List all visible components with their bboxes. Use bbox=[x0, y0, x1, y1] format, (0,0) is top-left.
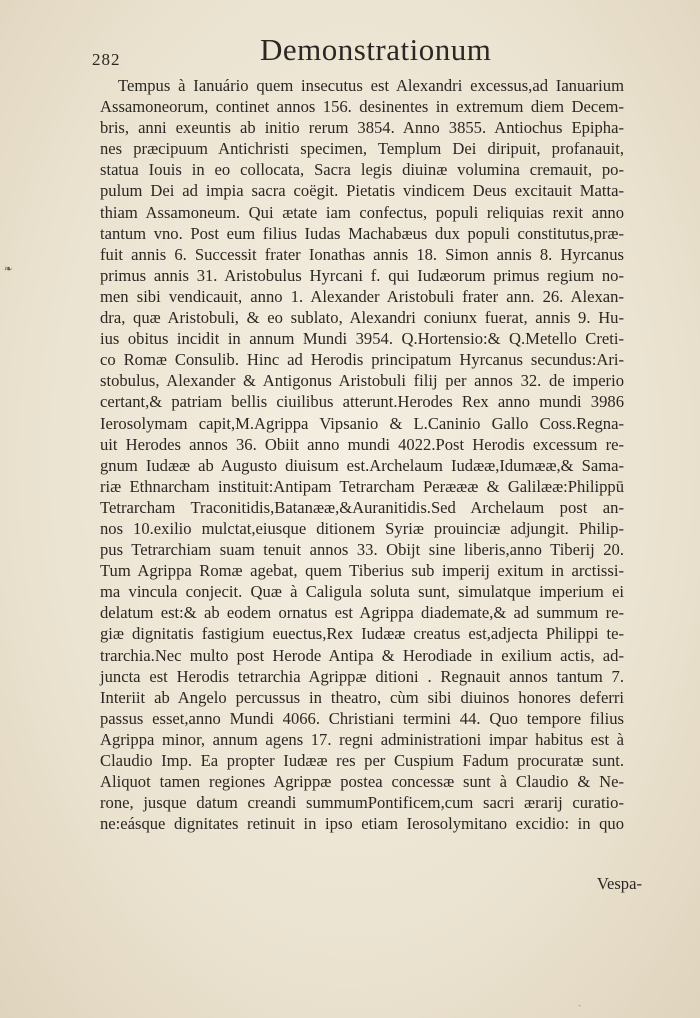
text-line: co Romæ Consulib. Hinc ad Herodis principatum Hyrcanus secundus:Ari- bbox=[100, 350, 624, 370]
catchword: Vespa- bbox=[596, 874, 642, 893]
text-line: Ierosolymam capit,M.Agrippa Vipsanio & L.Caninio Gallo Coss.Regna- bbox=[100, 413, 624, 433]
text-line: Claudio Imp. Ea propter Iudææ res per Cuspium Fadum procuratæ sunt. bbox=[100, 751, 624, 770]
running-title: Demonstrationum bbox=[260, 32, 492, 67]
text-line: statua Iouis in eo collocata, Sacra legis diuinæ volumina cremauit, po- bbox=[100, 160, 624, 180]
text-line: ne:eásque dignitates retinuit in ipso etiam Ierosolymitano excidio: in quo bbox=[100, 814, 624, 834]
page-number: 282 bbox=[92, 50, 121, 69]
text-line: stobulus, Alexander & Antigonus Aristobuli filij per annos 32. de imperio bbox=[100, 371, 624, 391]
text-line: rone, jusque datum creandi summumPontificem,cum sacri ærarij curatio- bbox=[100, 793, 624, 813]
text-line: passus esset,anno Mundi 4066. Christiani termini 44. Quo tempore filius bbox=[100, 708, 624, 728]
text-line: Tum Agrippa Romæ agebat, quem Tiberius sub imperij exitum in arctissi- bbox=[100, 561, 624, 581]
text-line: Tetrarcham Traconitidis,Batanææ,&Auranitidis.Sed Archelaum post an- bbox=[100, 497, 624, 517]
text-line: tantum vno. Post eum filius Iudas Machabæus dux populi constitutus,præ- bbox=[100, 223, 624, 243]
text-line: gnum Iudææ ab Augusto diuisum est.Archelaum Iudææ,Idumææ,& Sama- bbox=[100, 455, 624, 475]
text-line: nos 10.exilio mulctat,eiusque ditionem Syriæ prouinciæ adjungit. Philip- bbox=[100, 518, 624, 538]
text-line: delatum est:& ab eodem ornatus est Agrippa diademate,& ad summum re- bbox=[100, 603, 624, 623]
text-line: giæ dignitatis fastigium euectus,Rex Iudææ creatus est,adjecta Philippi te- bbox=[100, 624, 624, 644]
text-line: fuit annis 6. Successit frater Ionathas annis 18. Simon annis 8. Hyrcanus bbox=[100, 244, 624, 264]
text-line: dra, quæ Aristobuli, & eo sublato, Alexandri coniunx fuerat, annis 9. Hu- bbox=[100, 308, 624, 328]
text-line: certant,& patriam bellis ciuilibus atterunt.Herodes Rex anno mundi 3986 bbox=[100, 392, 624, 412]
text-line: pulum Dei ad impia sacra coëgit. Pietatis vindicem Deus excitauit Matta- bbox=[100, 181, 624, 201]
text-line: juncta est Herodis tetrarchia Agrippæ ditioni . Regnauit annos tantum 7. bbox=[100, 666, 624, 686]
text-line: nes præcipuum Antichristi specimen, Templum Dei diripuit, profanauit, bbox=[100, 139, 624, 159]
body-text bbox=[100, 75, 624, 834]
text-line: uit Herodes annos 36. Obiit anno mundi 4022.Post Herodis excessum re- bbox=[100, 434, 624, 454]
text-line: riæ Ethnarcham instituit:Antipam Tetrarcham Peræææ & Galilææ:Philippū bbox=[100, 476, 624, 496]
text-line: men sibi vendicauit, anno 1. Alexander Aristobuli frater ann. 26. Alexan- bbox=[100, 286, 624, 306]
margin-ink-mark-icon: ❧ bbox=[4, 264, 13, 275]
text-line: Interiit ab Angelo percussus in theatro, cùm sibi diuinos honores deferri bbox=[100, 687, 624, 707]
text-line: Agrippa minor, annum agens 17. regni administrationi impar habitus est à bbox=[100, 729, 624, 749]
text-line: primus annis 31. Aristobulus Hyrcani f. qui Iudæorum primus regium no- bbox=[100, 265, 624, 285]
text-line: thiam Assamoneum. Qui ætate iam confectus, populi reliquias rexit anno bbox=[100, 202, 624, 222]
text-line: pus Tetrarchiam suam tenuit annos 33. Obijt sine liberis,anno Tiberij 20. bbox=[100, 540, 624, 560]
text-line: Assamoneorum, continet annos 156. desinentes in extremum diem Decem- bbox=[100, 97, 624, 117]
text-line: bris, anni exeuntis ab initio rerum 3854. Anno 3855. Antiochus Epipha- bbox=[100, 118, 624, 138]
paper-speck-icon: ˎ bbox=[578, 996, 582, 1007]
page-header bbox=[92, 32, 622, 72]
text-line: Tempus à Ianuário quem insecutus est Alexandri excessus,ad Ianuarium bbox=[118, 76, 624, 95]
text-line: trarchia.Nec multo post Herode Antipa & Herodiade in exilium actis, ad- bbox=[100, 645, 624, 665]
text-line: ius obitus incidit in annum Mundi 3954. Q.Hortensio:& Q.Metello Creti- bbox=[100, 329, 624, 349]
text-line: ma vincula conjecit. Quæ à Caligula soluta sunt, simulatque imperium ei bbox=[100, 582, 624, 602]
text-line: Aliquot tamen regiones Agrippæ postea concessæ sunt à Claudio & Ne- bbox=[100, 772, 624, 792]
